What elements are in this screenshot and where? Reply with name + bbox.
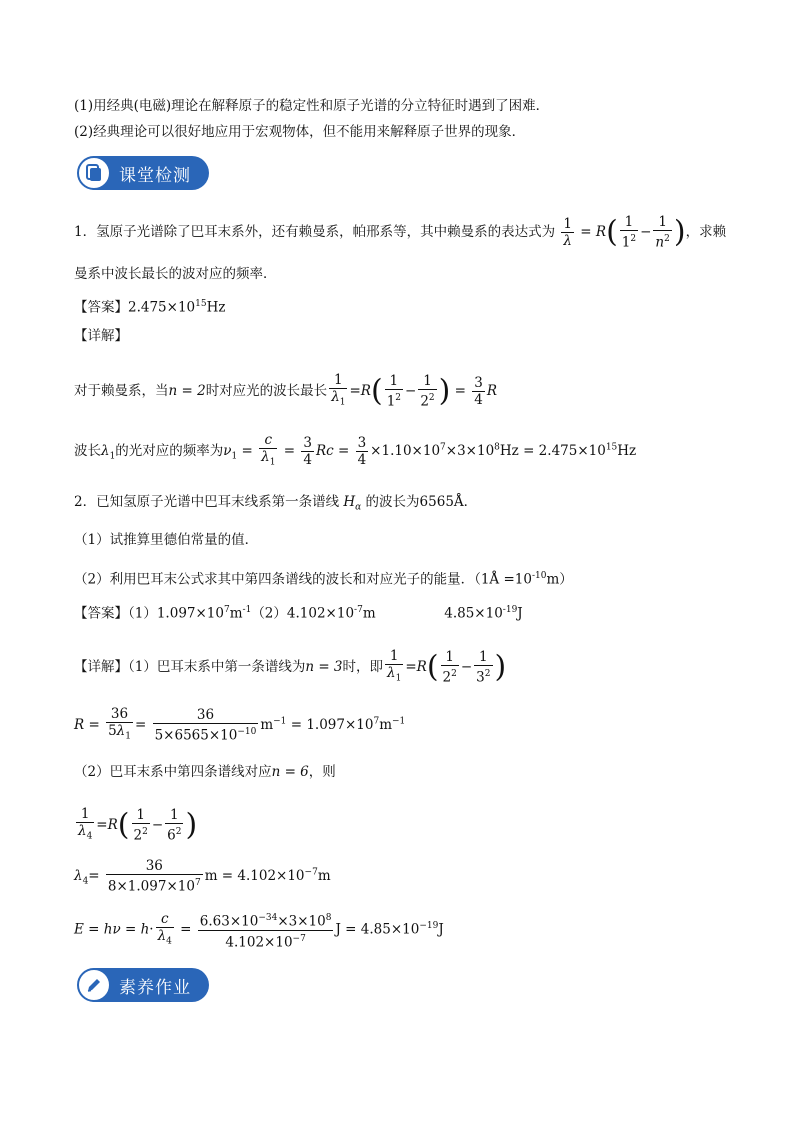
q2-eq-lambda4: $\frac{1}{\lambda_4}$ =R( $\frac{1}{2^2}$ − $\frac{1}{6^2}$ )	[78, 806, 198, 844]
hz2: Hz	[617, 442, 637, 459]
q1-text-b: ，求赖	[685, 223, 727, 240]
d1-text: 对于赖曼系，当	[74, 382, 169, 399]
detail-b3: ，则	[308, 764, 336, 780]
d2-text: 波长	[74, 442, 101, 459]
ans1: 1.097×10	[156, 605, 224, 622]
d2b-text: 的光对应的频率为	[115, 442, 224, 459]
ans1-unit: m	[229, 605, 243, 622]
q1-text: 1．氢原子光谱除了巴耳末系外，还有赖曼系，帕邢系等，其中赖曼系的表达式为	[74, 223, 556, 240]
ans2: 4.102×10	[286, 605, 355, 622]
intro-line-1: (1)用经典(电磁)理论在解释原子的稳定性和原子光谱的分立特征时遇到了困难．	[74, 98, 550, 114]
q2-sub2-end: ）	[559, 571, 573, 588]
q2-sub2-text: （2）利用巴耳末公式求其中第四条谱线的波长和对应光子的能量．（	[74, 571, 481, 588]
q2-text: 2．已知氢原子光谱中巴耳末线系第一条谱线	[74, 494, 340, 510]
answer-value: 2.475×10	[128, 299, 196, 316]
section-title: 课堂检测	[119, 165, 191, 186]
q2-sub2	[74, 566, 573, 590]
section-banner-class-test	[79, 156, 209, 190]
detail-b: （2）巴耳末系中第四条谱线对应	[74, 764, 272, 780]
angstrom-def: 1Å =10	[480, 571, 532, 588]
detail-a2: n = 3	[305, 658, 343, 675]
q1-detail-1: 对于赖曼系，当n = 2时对应光的波长最长 $\frac{1}{\lambda_1}$ =R( $\frac{1}{1^2}$ − $\frac{1}{2^2}$ ) = $\frac{3}{4}$ R	[74, 372, 498, 410]
q2-eq-energy: E = hν = h· $\frac{c}{\lambda_4}$ = $\frac{6.63\times 10^{-34}\times 3\times 10^8}{4.102\times 10^{-7}}$ $J = 4.85\times 10^{-19}J$	[74, 910, 444, 950]
answer-exp: 15	[195, 299, 207, 309]
exp7: 7	[440, 442, 446, 453]
q2-wavelength: 6565	[419, 494, 454, 510]
q2-detail-1: 【详解】（1）巴耳末系中第一条谱线为n = 3时，即 $\frac{1}{\lambda_1}$ =R( $\frac{1}{2^2}$ − $\frac{1}{3^2}$ )	[74, 648, 507, 686]
q1-formula-lhs: $\frac{1}{\lambda}$	[563, 215, 572, 249]
d1b-text: 时对应光的波长最长	[205, 382, 328, 399]
q1-detail-2: 波长$\lambda_1$的光对应的频率为$\nu_1$ = $\frac{c}{\lambda_1}$ = $\frac{3}{4}$ Rc = $\frac{3}{4}$ $\times 1.10\times 10^7\times 3\times 10^8Hz = 2.475\times 10^{15}Hz$	[74, 432, 637, 468]
ans3-unit: J	[517, 605, 523, 622]
n-eq: n = 2	[168, 382, 206, 399]
exp15: 15	[605, 442, 618, 453]
mult: ×1.10×10	[370, 442, 441, 459]
question-2: 2．已知氢原子光谱中巴耳末线系第一条谱线 $H_\alpha$ 的波长为6565Å．	[74, 494, 478, 513]
q2-text-end: ．	[463, 494, 478, 510]
notebook-icon	[77, 156, 111, 190]
detail-b2: n = 6	[271, 764, 309, 780]
q2-rydberg-calc: R = $\frac{36}{5\lambda_1}$ = $\frac{36}{5\times 6565\times 10^{-10}}$ $m^{-1} = 1.097\times 10^7m^{-1}$	[74, 706, 406, 744]
section-banner-homework	[79, 968, 209, 1002]
detail-a: 【详解】（1）巴耳末系中第一条谱线为	[74, 658, 306, 675]
q1-text-c: 曼系中波长最长的波对应的频率．	[74, 266, 277, 282]
question-1: 1．氢原子光谱除了巴耳末系外，还有赖曼系，帕邢系等，其中赖曼系的表达式为 $\frac{1}{\lambda}$ = R( $\frac{1}{1^2}$ − $\frac{1}{n^2}$ )，求赖	[74, 214, 727, 251]
ans2-exp: -7	[354, 605, 363, 615]
detail-a3: 时，即	[342, 658, 384, 675]
ans1-exp: 7	[223, 605, 230, 615]
mult2: ×3×10	[445, 442, 495, 459]
angstrom-exp: -10	[531, 571, 547, 581]
hz: Hz = 2.475×10	[499, 442, 606, 459]
angstrom-unit: m	[546, 571, 560, 588]
answer-unit: Hz	[206, 299, 226, 316]
ans2-label: （2）	[251, 605, 287, 622]
freq-result: Rc =	[315, 442, 354, 459]
q2-detail-2	[74, 762, 336, 782]
q2-eq-lambda4-value: $\lambda_4=$ $\frac{36}{8\times 1.097\times 10^7}$ $m = 4.102\times 10^{-7}m$	[74, 858, 331, 895]
ans3-exp: -19	[502, 605, 518, 615]
answer-label: 【答案】	[74, 605, 128, 622]
q2-text-b: 的波长为	[365, 494, 420, 510]
pencil-icon	[77, 968, 111, 1002]
q2-unit: Å	[453, 494, 464, 510]
q1-answer	[74, 294, 225, 318]
q2-answer	[74, 600, 523, 624]
section-title: 素养作业	[119, 977, 191, 998]
ans1-unit-exp: -1	[242, 605, 252, 615]
q2-sub1: （1）试推算里德伯常量的值．	[74, 532, 259, 548]
ans3: 4.85×10	[444, 605, 503, 622]
q1-detail-label: 【详解】	[74, 328, 128, 344]
answer-label: 【答案】	[74, 299, 128, 316]
ans2-unit: m	[362, 605, 376, 622]
ans1-label: （1）	[128, 605, 157, 622]
exp8: 8	[494, 442, 500, 453]
intro-line-2: (2)经典理论可以很好地应用于宏观物体，但不能用来解释原子世界的现象．	[74, 124, 526, 140]
